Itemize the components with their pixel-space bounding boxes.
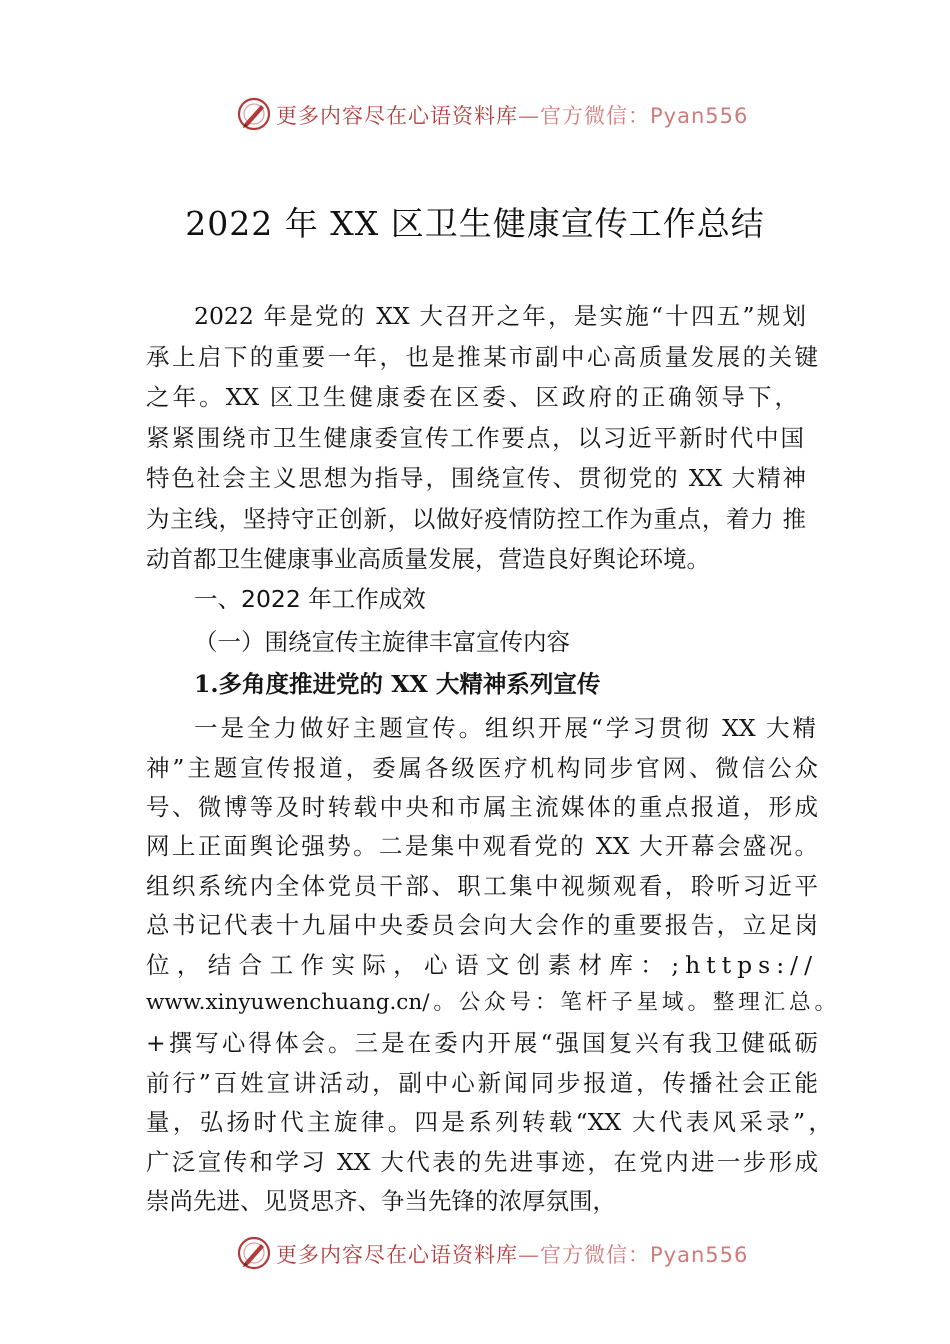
body-line: 崇尚先进、见贤思齐、争当先锋的浓厚氛围， [146, 1187, 616, 1215]
body-line: 位，结合工作实际，心语文创素材库：;https:// [146, 951, 818, 979]
section-heading: 一、2022 年工作成效 [194, 585, 426, 613]
document-title: 2022 年 XX 区卫生健康宣传工作总结 [185, 204, 765, 243]
intro-line: 动首都卫生健康事业高质量发展，营造良好舆论环境。 [146, 545, 710, 573]
intro-line: 为主线，坚持守正创新，以做好疫情防控工作为重点，着力 推 [146, 505, 806, 533]
body-line: 神”主题宣传报道，委属各级医疗机构同步官网、微信公众 [146, 754, 818, 782]
watermark-suffix: —官方微信：Pyan556 [518, 1243, 749, 1267]
subsection-heading: （一）围绕宣传主旋律丰富宣传内容 [194, 628, 570, 656]
body-line: 前行”百姓宣讲活动，副中心新闻同步报道，传播社会正能 [146, 1069, 818, 1097]
intro-line: 之年。XX 区卫生健康委在区委、区政府的正确领导下， [146, 383, 798, 411]
intro-line: 承上启下的重要一年，也是推某市副中心高质量发展的关键 [146, 343, 818, 371]
pen-seal-icon [236, 96, 272, 132]
watermark-text [276, 100, 748, 130]
body-line: 号、微博等及时转载中央和市属主流媒体的重点报道，形成 [146, 793, 818, 821]
body-line: 广泛宣传和学习 XX 大代表的先进事迹，在党内进一步形成 [146, 1148, 818, 1176]
body-line: 量，弘扬时代主旋律。四是系列转载“XX 大代表风采录”， [146, 1108, 832, 1136]
watermark-prefix: 更多内容尽在心语资料库 [276, 1243, 518, 1267]
watermark-suffix: —官方微信：Pyan556 [518, 104, 749, 128]
item-heading: 1.多角度推进党的 XX 大精神系列宣传 [194, 670, 601, 698]
watermark-banner-top [0, 94, 950, 134]
intro-line: 紧紧围绕市卫生健康委宣传工作要点，以习近平新时代中国 [146, 424, 804, 452]
body-line: +撰写心得体会。三是在委内开展“强国复兴有我卫健砥砺 [146, 1029, 818, 1057]
body-line: 网上正面舆论强势。二是集中观看党的 XX 大开幕会盛况。 [146, 832, 818, 860]
watermark-prefix: 更多内容尽在心语资料库 [276, 104, 518, 128]
intro-line: 特色社会主义思想为指导，围绕宣传、贯彻党的 XX 大精神 [146, 464, 806, 492]
pen-seal-icon [236, 1235, 272, 1271]
body-line: www.xinyuwenchuang.cn/。公众号：笔杆子星域。整理汇总。 [146, 990, 836, 1015]
body-line: 一是全力做好主题宣传。组织开展“学习贯彻 XX 大精 [194, 714, 816, 742]
body-line: 组织系统内全体党员干部、职工集中视频观看，聆听习近平 [146, 872, 818, 900]
body-line: 总书记代表十九届中央委员会向大会作的重要报告，立足岗 [146, 911, 818, 939]
watermark-text [276, 1239, 748, 1269]
watermark-banner-bottom [0, 1233, 950, 1273]
intro-line: 2022 年是党的 XX 大召开之年，是实施“十四五”规划 [194, 302, 806, 330]
